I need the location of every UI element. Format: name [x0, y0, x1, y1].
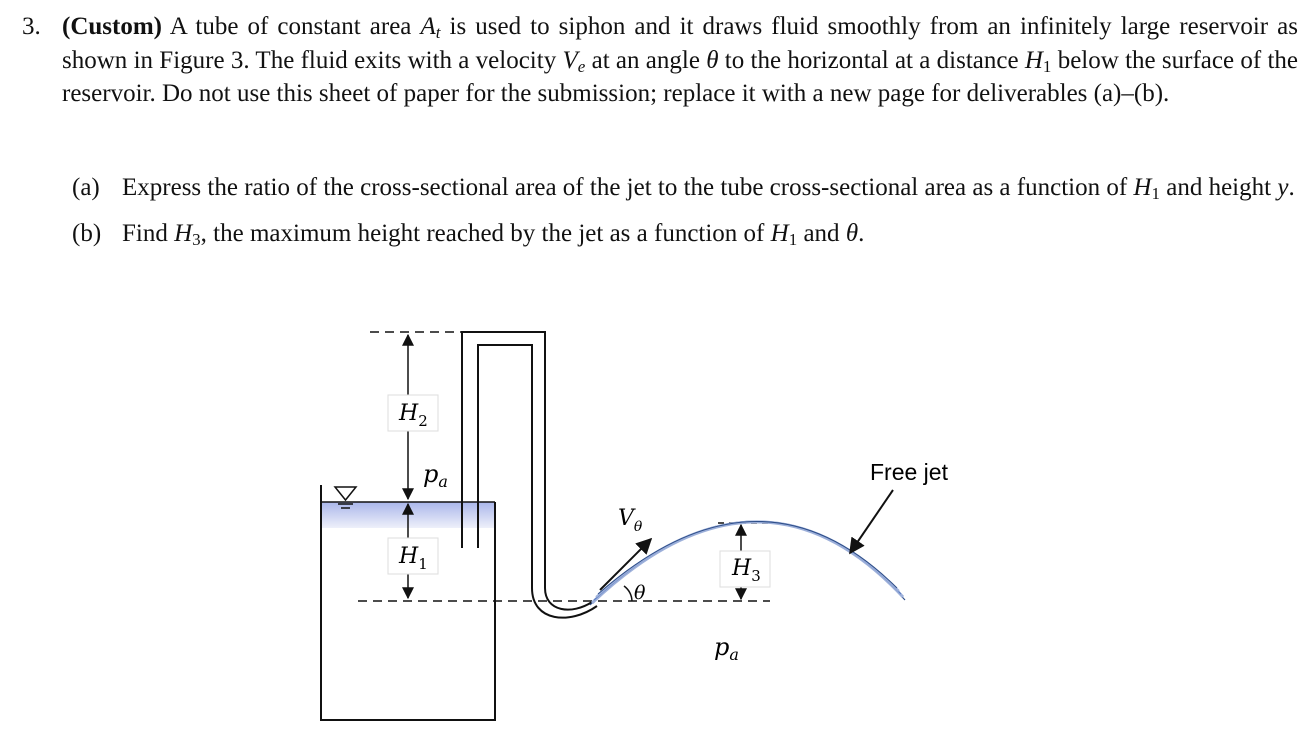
symbol-h1-sub: 1 — [1151, 184, 1160, 203]
symbol-ve-sub: e — [577, 56, 586, 76]
part-text: Find — [122, 219, 175, 247]
statement-text: A tube of constant area — [169, 13, 421, 40]
symbol-theta: θ — [845, 219, 859, 247]
part-b-label: (b) — [72, 219, 102, 247]
pa-label-outlet: $p_a$ — [714, 633, 739, 664]
part-b — [72, 217, 1300, 251]
symbol-h1: H — [770, 219, 789, 247]
part-text: , the maximum height reached by the jet as a function of — [200, 219, 771, 247]
symbol-ve: V — [562, 46, 578, 74]
problem-3 — [22, 10, 1298, 111]
symbol-at: A — [420, 13, 436, 40]
symbol-h3: H — [174, 219, 193, 247]
statement-text: below the surface of the reservoir. Do not use this sheet of paper for the submission; replace it with a new page for deliverables (a)–(b). — [62, 46, 1298, 107]
symbol-h1: H — [1024, 46, 1043, 74]
symbol-h1-sub: 1 — [788, 229, 798, 249]
velocity-label: $V_\theta$ — [618, 506, 643, 535]
symbol-at-sub: t — [435, 23, 441, 42]
theta-arc — [624, 586, 632, 601]
statement-text: at an angle — [585, 46, 707, 74]
statement-text: to the horizontal at a distance — [718, 46, 1025, 74]
free-jet-label: Free jet — [870, 459, 948, 485]
part-a-label: (a) — [72, 174, 100, 201]
problem-number: 3. — [22, 13, 41, 40]
h2-label: $H_2$ — [399, 401, 428, 430]
part-b-text — [122, 217, 1300, 251]
symbol-h1-sub: 1 — [1042, 56, 1052, 76]
problem-statement — [62, 10, 1298, 111]
part-text: and height — [1159, 174, 1278, 201]
problem-tag: (Custom) — [62, 13, 162, 40]
h3-label: $H_3$ — [732, 556, 761, 585]
part-a-text — [122, 171, 1300, 205]
siphon-figure — [300, 320, 1000, 730]
part-text: and — [797, 219, 846, 247]
h1-label: $H_1$ — [399, 544, 428, 573]
pa-label-reservoir: $p_a$ — [423, 460, 448, 491]
symbol-h3-sub: 3 — [192, 229, 201, 249]
symbol-theta: θ — [706, 46, 719, 74]
siphon-tube — [462, 332, 597, 618]
deliverables-list — [72, 171, 1300, 262]
part-text: Express the ratio of the cross-sectional area of the jet to the tube cross-sectional area as a function of — [122, 174, 1134, 201]
part-text: . — [1288, 174, 1295, 201]
part-text: . — [858, 219, 865, 247]
statement-text: is used to siphon and it draws fluid smoothly from an infinitely large reservoir as shown in Figure 3. The fluid exits with a velocity — [62, 13, 1299, 74]
symbol-y: y — [1277, 174, 1289, 201]
free-jet-pointer-arrow — [850, 490, 893, 553]
symbol-h1: H — [1133, 174, 1152, 201]
theta-label: θ — [634, 582, 646, 604]
part-a — [72, 171, 1300, 205]
